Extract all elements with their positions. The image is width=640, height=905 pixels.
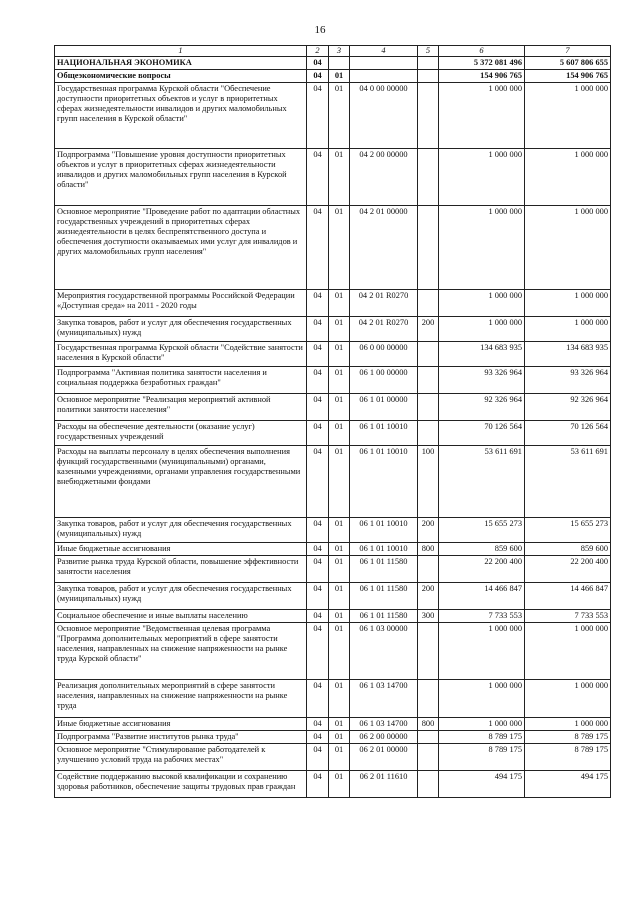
expense-type-cell [418,770,439,797]
subsection-code-cell: 01 [329,205,350,289]
row-name-cell: Основное мероприятие "Стимулирование работодателей к улучшению условий труда на рабочих местах" [55,743,307,770]
section-code-cell: 04 [307,517,329,542]
amount-year2-cell: 1 000 000 [525,148,611,205]
row-name-cell: Мероприятия государственной программы Российской Федерации «Доступная среда» на 2011 - 2020 годы [55,289,307,316]
target-article-cell: 04 2 00 00000 [350,148,418,205]
target-article-cell [350,69,418,82]
amount-year1-cell: 859 600 [439,542,525,555]
row-name-cell: Государственная программа Курской области "Содействие занятости населения в Курской области" [55,341,307,366]
amount-year2-cell: 7 733 553 [525,609,611,622]
amount-year1-cell: 8 789 175 [439,730,525,743]
subsection-code-cell: 01 [329,679,350,717]
section-code-cell: 04 [307,420,329,445]
target-article-cell: 04 0 00 00000 [350,82,418,148]
expense-type-cell [418,743,439,770]
amount-year2-cell: 53 611 691 [525,445,611,517]
target-article-cell: 04 2 01 R0270 [350,289,418,316]
section-code-cell: 04 [307,542,329,555]
section-code-cell: 04 [307,555,329,582]
target-article-cell: 06 0 00 00000 [350,341,418,366]
expense-type-cell: 800 [418,542,439,555]
subsection-code-cell: 01 [329,743,350,770]
amount-year2-cell: 1 000 000 [525,205,611,289]
subsection-code-cell: 01 [329,517,350,542]
amount-year2-cell: 1 000 000 [525,679,611,717]
amount-year2-cell: 92 326 964 [525,393,611,420]
amount-year2-cell: 93 326 964 [525,366,611,393]
amount-year2-cell: 134 683 935 [525,341,611,366]
row-name-cell: Подпрограмма "Активная политика занятости населения и социальная поддержка безработных граждан" [55,366,307,393]
target-article-cell: 06 2 01 11610 [350,770,418,797]
section-code-cell: 04 [307,69,329,82]
target-article-cell: 06 1 01 10010 [350,517,418,542]
amount-year1-cell: 1 000 000 [439,82,525,148]
row-name-cell: Иные бюджетные ассигнования [55,542,307,555]
expense-type-cell [418,622,439,679]
expense-type-cell [418,393,439,420]
table-row [55,743,611,770]
amount-year1-cell: 22 200 400 [439,555,525,582]
table-row [55,316,611,341]
subsection-code-cell: 01 [329,555,350,582]
section-code-cell: 04 [307,205,329,289]
table-row [55,420,611,445]
amount-year1-cell: 1 000 000 [439,622,525,679]
section-code-cell: 04 [307,82,329,148]
table-row [55,517,611,542]
subsection-code-cell [329,56,350,69]
amount-year2-cell: 15 655 273 [525,517,611,542]
target-article-cell: 06 1 01 00000 [350,393,418,420]
table-row [55,717,611,730]
amount-year2-cell: 14 466 847 [525,582,611,609]
budget-table [54,45,611,798]
subsection-code-cell: 01 [329,316,350,341]
section-code-cell: 04 [307,316,329,341]
amount-year1-cell: 7 733 553 [439,609,525,622]
target-article-cell: 06 1 03 14700 [350,717,418,730]
amount-year1-cell: 1 000 000 [439,148,525,205]
expense-type-cell: 200 [418,517,439,542]
table-row [55,445,611,517]
table-row [55,366,611,393]
row-name-cell: Иные бюджетные ассигнования [55,717,307,730]
row-name-cell: Государственная программа Курской области "Обеспечение доступности приоритетных объектов и услуг в приоритетных сферах жизнедеятельности инвалидов и других маломобильных групп населения в Курской области" [55,82,307,148]
table-row [55,770,611,797]
expense-type-cell [418,555,439,582]
expense-type-cell [418,205,439,289]
row-name-cell: Подпрограмма "Повышение уровня доступности приоритетных объектов и услуг в приоритетных сферах жизнедеятельности инвалидов и других маломобильных групп населения в Курской области" [55,148,307,205]
row-name-cell: Основное мероприятие "Реализация мероприятий активной политики занятости населения" [55,393,307,420]
amount-year1-cell: 1 000 000 [439,289,525,316]
amount-year1-cell: 70 126 564 [439,420,525,445]
table-row [55,289,611,316]
row-name-cell: Закупка товаров, работ и услуг для обеспечения государственных (муниципальных) нужд [55,517,307,542]
expense-type-cell [418,366,439,393]
subsection-code-cell: 01 [329,622,350,679]
table-row [55,69,611,82]
amount-year2-cell: 859 600 [525,542,611,555]
subsection-code-cell: 01 [329,341,350,366]
row-name-cell: Основное мероприятие "Ведомственная целевая программа "Программа дополнительных мероприятий в сфере занятости населения, направленных на снижение напряженности на рынке труда Курской области" [55,622,307,679]
amount-year1-cell: 1 000 000 [439,205,525,289]
table-row [55,148,611,205]
target-article-cell: 06 2 01 00000 [350,743,418,770]
subsection-code-cell: 01 [329,770,350,797]
column-number: 3 [329,46,350,57]
table-row [55,582,611,609]
row-name-cell: Развитие рынка труда Курской области, повышение эффективности занятости населения [55,555,307,582]
amount-year1-cell: 15 655 273 [439,517,525,542]
row-name-cell: Реализация дополнительных мероприятий в сфере занятости населения, направленных на снижение напряженности на рынке труда [55,679,307,717]
subsection-code-cell: 01 [329,609,350,622]
section-code-cell: 04 [307,148,329,205]
row-name-cell: НАЦИОНАЛЬНАЯ ЭКОНОМИКА [55,56,307,69]
row-name-cell: Закупка товаров, работ и услуг для обеспечения государственных (муниципальных) нужд [55,582,307,609]
table-row [55,555,611,582]
subsection-code-cell: 01 [329,82,350,148]
subsection-code-cell: 01 [329,730,350,743]
amount-year2-cell: 70 126 564 [525,420,611,445]
amount-year2-cell: 1 000 000 [525,289,611,316]
subsection-code-cell: 01 [329,420,350,445]
expense-type-cell: 800 [418,717,439,730]
amount-year2-cell: 1 000 000 [525,717,611,730]
target-article-cell [350,56,418,69]
amount-year2-cell: 1 000 000 [525,82,611,148]
table-row [55,205,611,289]
subsection-code-cell: 01 [329,582,350,609]
table-row [55,393,611,420]
amount-year2-cell: 154 906 765 [525,69,611,82]
row-name-cell: Социальное обеспечение и иные выплаты населению [55,609,307,622]
table-row [55,56,611,69]
target-article-cell: 06 1 03 00000 [350,622,418,679]
section-code-cell: 04 [307,743,329,770]
subsection-code-cell: 01 [329,717,350,730]
amount-year1-cell: 5 372 081 496 [439,56,525,69]
target-article-cell: 04 2 01 00000 [350,205,418,289]
expense-type-cell [418,69,439,82]
subsection-code-cell: 01 [329,148,350,205]
amount-year1-cell: 53 611 691 [439,445,525,517]
expense-type-cell [418,420,439,445]
amount-year1-cell: 8 789 175 [439,743,525,770]
amount-year1-cell: 1 000 000 [439,679,525,717]
column-number: 4 [350,46,418,57]
column-number: 1 [55,46,307,57]
section-code-cell: 04 [307,770,329,797]
expense-type-cell: 300 [418,609,439,622]
target-article-cell: 06 1 01 11580 [350,555,418,582]
column-number: 7 [525,46,611,57]
table-row [55,622,611,679]
amount-year2-cell: 8 789 175 [525,743,611,770]
row-name-cell: Основное мероприятие "Проведение работ по адаптации областных государственных учреждений в приоритетных сферах жизнедеятельности в целях беспрепятственного доступа и обеспечения доступности оказываемых ими услуг для инвалидов и других маломобильных групп населения" [55,205,307,289]
section-code-cell: 04 [307,56,329,69]
section-code-cell: 04 [307,717,329,730]
section-code-cell: 04 [307,341,329,366]
table-row [55,82,611,148]
target-article-cell: 06 1 01 10010 [350,420,418,445]
expense-type-cell: 100 [418,445,439,517]
target-article-cell: 06 1 01 10010 [350,542,418,555]
table-row [55,609,611,622]
expense-type-cell [418,82,439,148]
subsection-code-cell: 01 [329,445,350,517]
subsection-code-cell: 01 [329,69,350,82]
column-number: 5 [418,46,439,57]
subsection-code-cell: 01 [329,542,350,555]
expense-type-cell [418,148,439,205]
amount-year2-cell: 1 000 000 [525,316,611,341]
target-article-cell: 06 1 03 14700 [350,679,418,717]
section-code-cell: 04 [307,445,329,517]
amount-year2-cell: 5 607 806 655 [525,56,611,69]
section-code-cell: 04 [307,582,329,609]
section-code-cell: 04 [307,366,329,393]
section-code-cell: 04 [307,730,329,743]
expense-type-cell [418,679,439,717]
page-number: 16 [314,24,326,36]
section-code-cell: 04 [307,393,329,420]
expense-type-cell [418,341,439,366]
row-name-cell: Общеэкономические вопросы [55,69,307,82]
row-name-cell: Подпрограмма "Развитие институтов рынка труда" [55,730,307,743]
amount-year1-cell: 14 466 847 [439,582,525,609]
subsection-code-cell: 01 [329,289,350,316]
subsection-code-cell: 01 [329,366,350,393]
section-code-cell: 04 [307,609,329,622]
section-code-cell: 04 [307,289,329,316]
column-number: 6 [439,46,525,57]
target-article-cell: 06 1 01 11580 [350,582,418,609]
amount-year2-cell: 494 175 [525,770,611,797]
table-row [55,730,611,743]
amount-year1-cell: 92 326 964 [439,393,525,420]
amount-year1-cell: 1 000 000 [439,717,525,730]
expense-type-cell [418,56,439,69]
amount-year2-cell: 8 789 175 [525,730,611,743]
row-name-cell: Расходы на выплаты персоналу в целях обеспечения выполнения функций государственными (муниципальными) органами, казенными учреждениями, органами управления государственными внебюджетными фондами [55,445,307,517]
amount-year2-cell: 1 000 000 [525,622,611,679]
table-row [55,679,611,717]
expense-type-cell [418,730,439,743]
subsection-code-cell: 01 [329,393,350,420]
column-number: 2 [307,46,329,57]
amount-year1-cell: 134 683 935 [439,341,525,366]
row-name-cell: Расходы на обеспечение деятельности (оказание услуг) государственных учреждений [55,420,307,445]
expense-type-cell: 200 [418,316,439,341]
section-code-cell: 04 [307,622,329,679]
target-article-cell: 04 2 01 R0270 [350,316,418,341]
expense-type-cell [418,289,439,316]
amount-year1-cell: 1 000 000 [439,316,525,341]
row-name-cell: Содействие поддержанию высокой квалификации и сохранению здоровья работников, обеспечение защиты трудовых прав граждан [55,770,307,797]
table-row [55,542,611,555]
amount-year1-cell: 154 906 765 [439,69,525,82]
row-name-cell: Закупка товаров, работ и услуг для обеспечения государственных (муниципальных) нужд [55,316,307,341]
target-article-cell: 06 1 00 00000 [350,366,418,393]
target-article-cell: 06 2 00 00000 [350,730,418,743]
amount-year1-cell: 93 326 964 [439,366,525,393]
column-number-row [55,46,611,57]
expense-type-cell: 200 [418,582,439,609]
amount-year2-cell: 22 200 400 [525,555,611,582]
section-code-cell: 04 [307,679,329,717]
target-article-cell: 06 1 01 10010 [350,445,418,517]
amount-year1-cell: 494 175 [439,770,525,797]
table-row [55,341,611,366]
target-article-cell: 06 1 01 11580 [350,609,418,622]
